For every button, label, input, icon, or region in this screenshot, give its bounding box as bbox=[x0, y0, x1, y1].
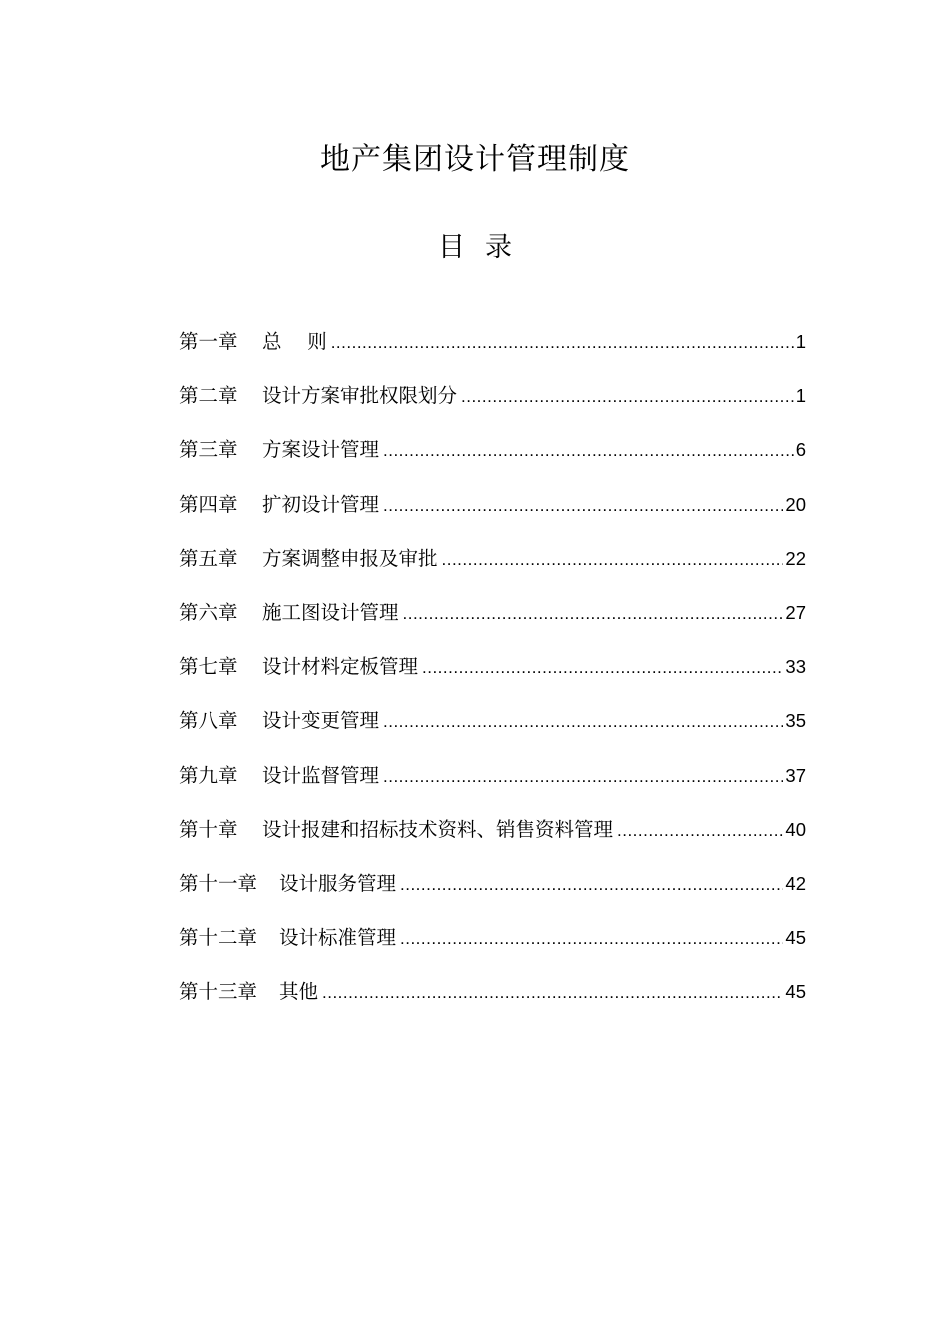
toc-page-number: 42 bbox=[785, 872, 806, 894]
toc-chapter-title: 设计监督管理 bbox=[262, 763, 380, 787]
toc-entry-chapter-5[interactable] bbox=[179, 540, 806, 594]
toc-entry-chapter-2[interactable] bbox=[179, 377, 806, 431]
toc-entry-chapter-8[interactable] bbox=[179, 702, 806, 756]
toc-dot-leader bbox=[383, 703, 783, 741]
toc-chapter-number: 第二章 bbox=[179, 384, 238, 408]
toc-heading-char-1: 目 bbox=[438, 232, 465, 263]
toc-entry-chapter-4[interactable] bbox=[179, 486, 806, 540]
document-title: 地产集团设计管理制度 bbox=[320, 142, 630, 177]
toc-dot-leader bbox=[400, 866, 783, 904]
toc-chapter-number: 第五章 bbox=[179, 546, 238, 570]
toc-page-number: 6 bbox=[795, 439, 806, 461]
toc-page-number: 20 bbox=[785, 493, 806, 515]
toc-dot-leader bbox=[383, 432, 794, 470]
toc-chapter-title: 总 则 bbox=[262, 330, 327, 353]
toc-entry-chapter-3[interactable] bbox=[179, 431, 806, 485]
toc-dot-leader bbox=[403, 595, 784, 633]
toc-chapter-title: 设计方案审批权限划分 bbox=[262, 384, 458, 408]
toc-chapter-number: 第十二章 bbox=[179, 926, 258, 950]
toc-entry-chapter-13[interactable] bbox=[179, 973, 806, 1027]
toc-chapter-title: 方案调整申报及审批 bbox=[262, 546, 438, 570]
toc-chapter-number: 第八章 bbox=[179, 709, 238, 733]
toc-chapter-number: 第九章 bbox=[179, 763, 238, 787]
toc-dot-leader bbox=[422, 649, 783, 687]
toc-chapter-title: 设计标准管理 bbox=[279, 926, 397, 950]
toc-chapter-title: 其他 bbox=[279, 980, 319, 1004]
toc-chapter-title: 设计变更管理 bbox=[262, 709, 380, 733]
toc-chapter-number: 第四章 bbox=[179, 492, 238, 516]
toc-entry-chapter-12[interactable] bbox=[179, 919, 806, 973]
toc-page-number: 45 bbox=[785, 981, 806, 1003]
toc-page-number: 35 bbox=[785, 710, 806, 732]
toc-dot-leader bbox=[400, 920, 783, 958]
toc-page-number: 45 bbox=[785, 927, 806, 949]
toc-chapter-title: 设计材料定板管理 bbox=[262, 655, 419, 679]
toc-entry-chapter-9[interactable] bbox=[179, 757, 806, 811]
toc-dot-leader bbox=[461, 378, 794, 416]
toc-entry-chapter-7[interactable] bbox=[179, 648, 806, 702]
toc-chapter-title: 设计报建和招标技术资料、销售资料管理 bbox=[262, 817, 614, 841]
toc-dot-leader bbox=[383, 487, 783, 525]
toc-page-number: 40 bbox=[785, 818, 806, 840]
toc-dot-leader bbox=[383, 758, 783, 796]
toc-chapter-number: 第七章 bbox=[179, 655, 238, 679]
table-of-contents bbox=[179, 323, 806, 1027]
toc-chapter-number: 第六章 bbox=[179, 600, 238, 624]
toc-page-number: 27 bbox=[785, 601, 806, 623]
toc-heading bbox=[0, 230, 950, 266]
toc-dot-leader bbox=[617, 812, 783, 850]
toc-entry-chapter-1[interactable] bbox=[179, 323, 806, 377]
toc-dot-leader bbox=[442, 541, 784, 579]
toc-entry-chapter-10[interactable] bbox=[179, 811, 806, 865]
toc-chapter-title: 施工图设计管理 bbox=[262, 600, 399, 624]
toc-chapter-title: 方案设计管理 bbox=[262, 438, 380, 462]
toc-chapter-number: 第三章 bbox=[179, 438, 238, 462]
toc-dot-leader bbox=[331, 324, 794, 362]
toc-chapter-number: 第十三章 bbox=[179, 980, 258, 1004]
toc-chapter-number: 第十一章 bbox=[179, 871, 258, 895]
toc-chapter-number: 第一章 bbox=[179, 330, 238, 353]
toc-chapter-number: 第十章 bbox=[179, 817, 238, 841]
toc-dot-leader bbox=[322, 974, 783, 1012]
toc-page-number: 1 bbox=[795, 385, 806, 407]
toc-chapter-title: 扩初设计管理 bbox=[262, 492, 380, 516]
toc-heading-char-2: 录 bbox=[485, 232, 512, 263]
toc-entry-chapter-11[interactable] bbox=[179, 865, 806, 919]
toc-page-number: 37 bbox=[785, 764, 806, 786]
toc-entry-chapter-6[interactable] bbox=[179, 594, 806, 648]
toc-page-number: 33 bbox=[785, 656, 806, 678]
toc-page-number: 1 bbox=[795, 331, 806, 352]
toc-chapter-title: 设计服务管理 bbox=[279, 871, 397, 895]
toc-page-number: 22 bbox=[785, 547, 806, 569]
